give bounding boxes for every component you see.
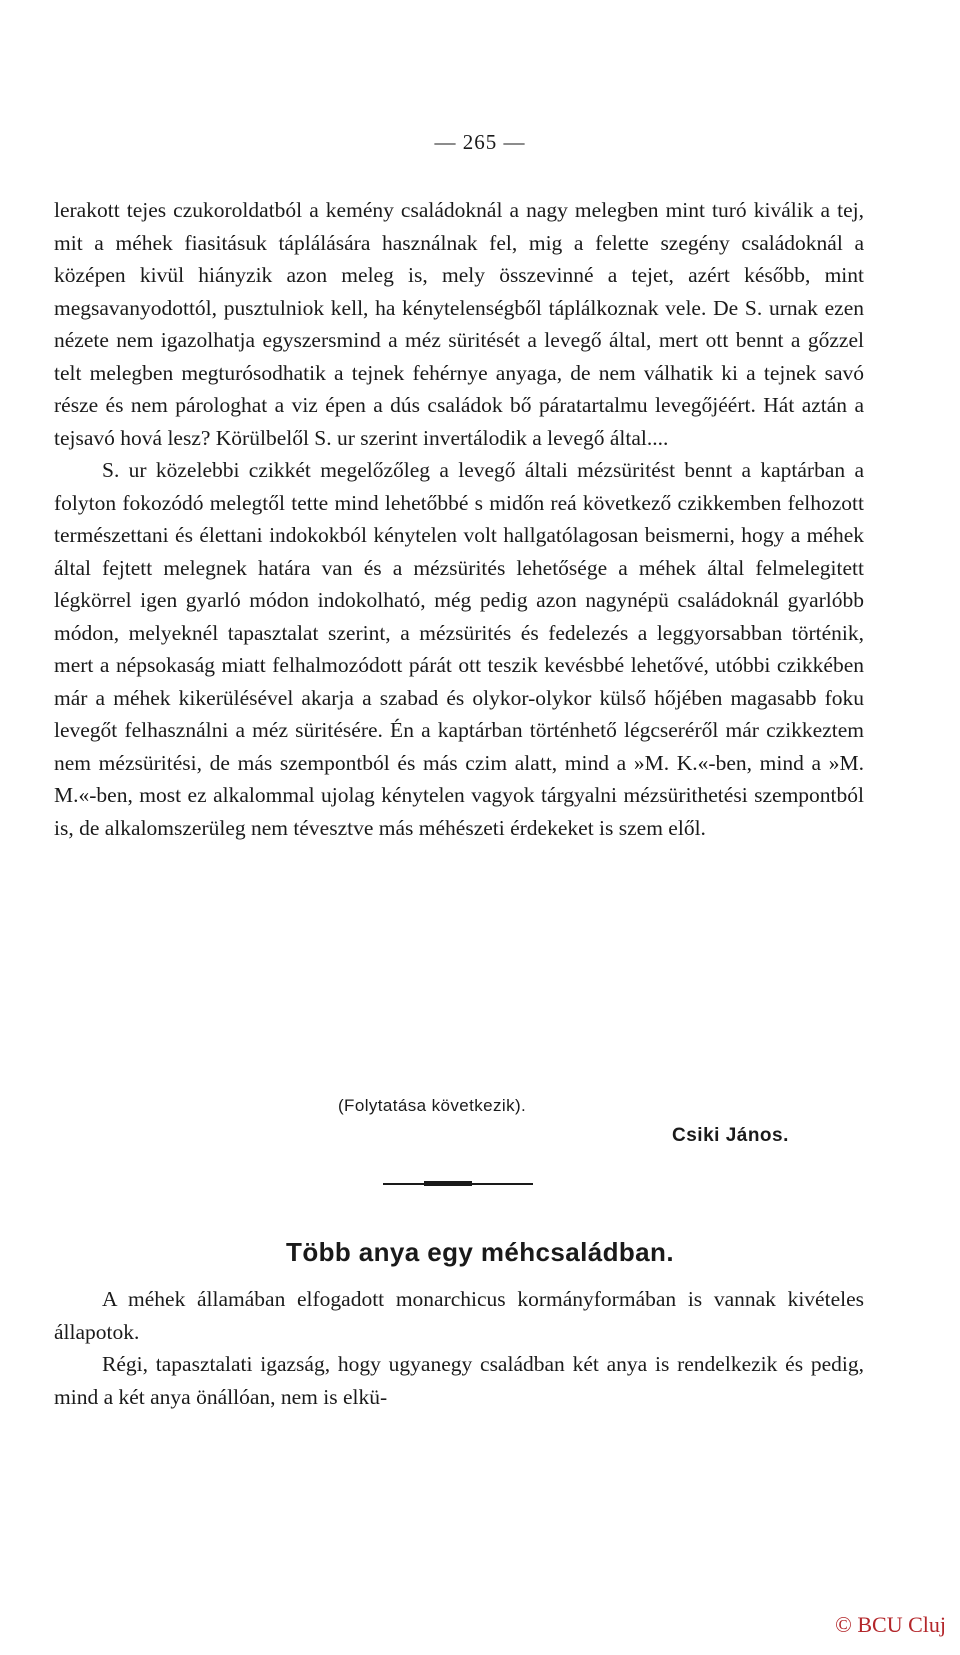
- article-paragraph: lerakott tejes czukoroldatból a kemény családoknál a nagy melegben mint turó kiválik a tej, mit a méhek fiasitásuk táplálására használnak fel, mig a felette szegény családoknál a középen kivül hiányzik azon meleg is, mely összevinné a tejet, azért később, mint megsavanyodottól, pusztulniok kell, ha kénytelenségből táplálkoznak vele. De S. urnak ezen nézete nem igazolhatja egyszersmind a méz süritését a levegő által, mert ott bennt a gőzzel telt melegben megturósodhatik a tejnek fehérnye anyaga, de nem válhatik ki a tejnek savó része és nem párologhat a viz épen a dús családok bő páratartalmu levegőjéért. Hát aztán a tejsavó hová lesz? Körülbelől S. ur szerint invertálodik a levegő által....: [54, 198, 864, 450]
- library-watermark: © BCU Cluj: [835, 1612, 946, 1637]
- author-signature: Csiki János.: [672, 1125, 789, 1146]
- article-paragraph: S. ur közelebbi czikkét megelőzőleg a levegő általi mézsüritést bennt a kaptárban a folyton fokozódó melegtől tette mind lehetőbbé s midőn reá következő czikkemben felhozott természettani és élettani indokokból kénytelen volt hallgatólagosan beismerni, hogy a méhek által fejtett melegnek határa van és a mézsürités lehetősége a méhek által felmelegitett légkörrel igen gyarló módon indokolható, még pedig azon nagynépü családoknál gyarlóbb módon, melyeknél tapasztalat szerint, a mézsürités és fedelezés a leggyorsabban történik, mert a népsokaság miatt felhalmozódott párát ott teszik kevésbbé lehetővé, utóbbi czikkében már a méhek kikerülésével akarja a szabad és olykor-olykor külső hőjében magasabb foku levegőt felhasználni a méz süritésére. Én a kaptárban történhető légcseréről már czikkeztem nem mézsüritési, de más szempontból és más czim alatt, mind a »M. K.«-ben, mind a »M. M.«-ben, most ez alkalommal ujolag kénytelen vagyok tárgyalni mézsürithetési szempontból is, de alkalomszerüleg nem tévesztve más méhészeti érdekeket is szem elől.: [54, 458, 864, 840]
- section-heading: Több anya egy méhcsaládban.: [286, 1237, 674, 1267]
- section-body: [54, 1283, 864, 1413]
- page-number: — 265 —: [434, 130, 526, 154]
- section-divider-ornament: [424, 1181, 472, 1186]
- section-paragraph: A méhek államában elfogadott monarchicus kormányformában is vannak kivételes állapotok.: [54, 1287, 864, 1344]
- section-paragraph: Régi, tapasztalati igazság, hogy ugyanegy családban két anya is rendelkezik és pedig, mind a két anya önállóan, nem is elkü-: [54, 1352, 864, 1409]
- article-body: [54, 194, 864, 844]
- continuation-note: (Folytatása következik).: [338, 1096, 527, 1115]
